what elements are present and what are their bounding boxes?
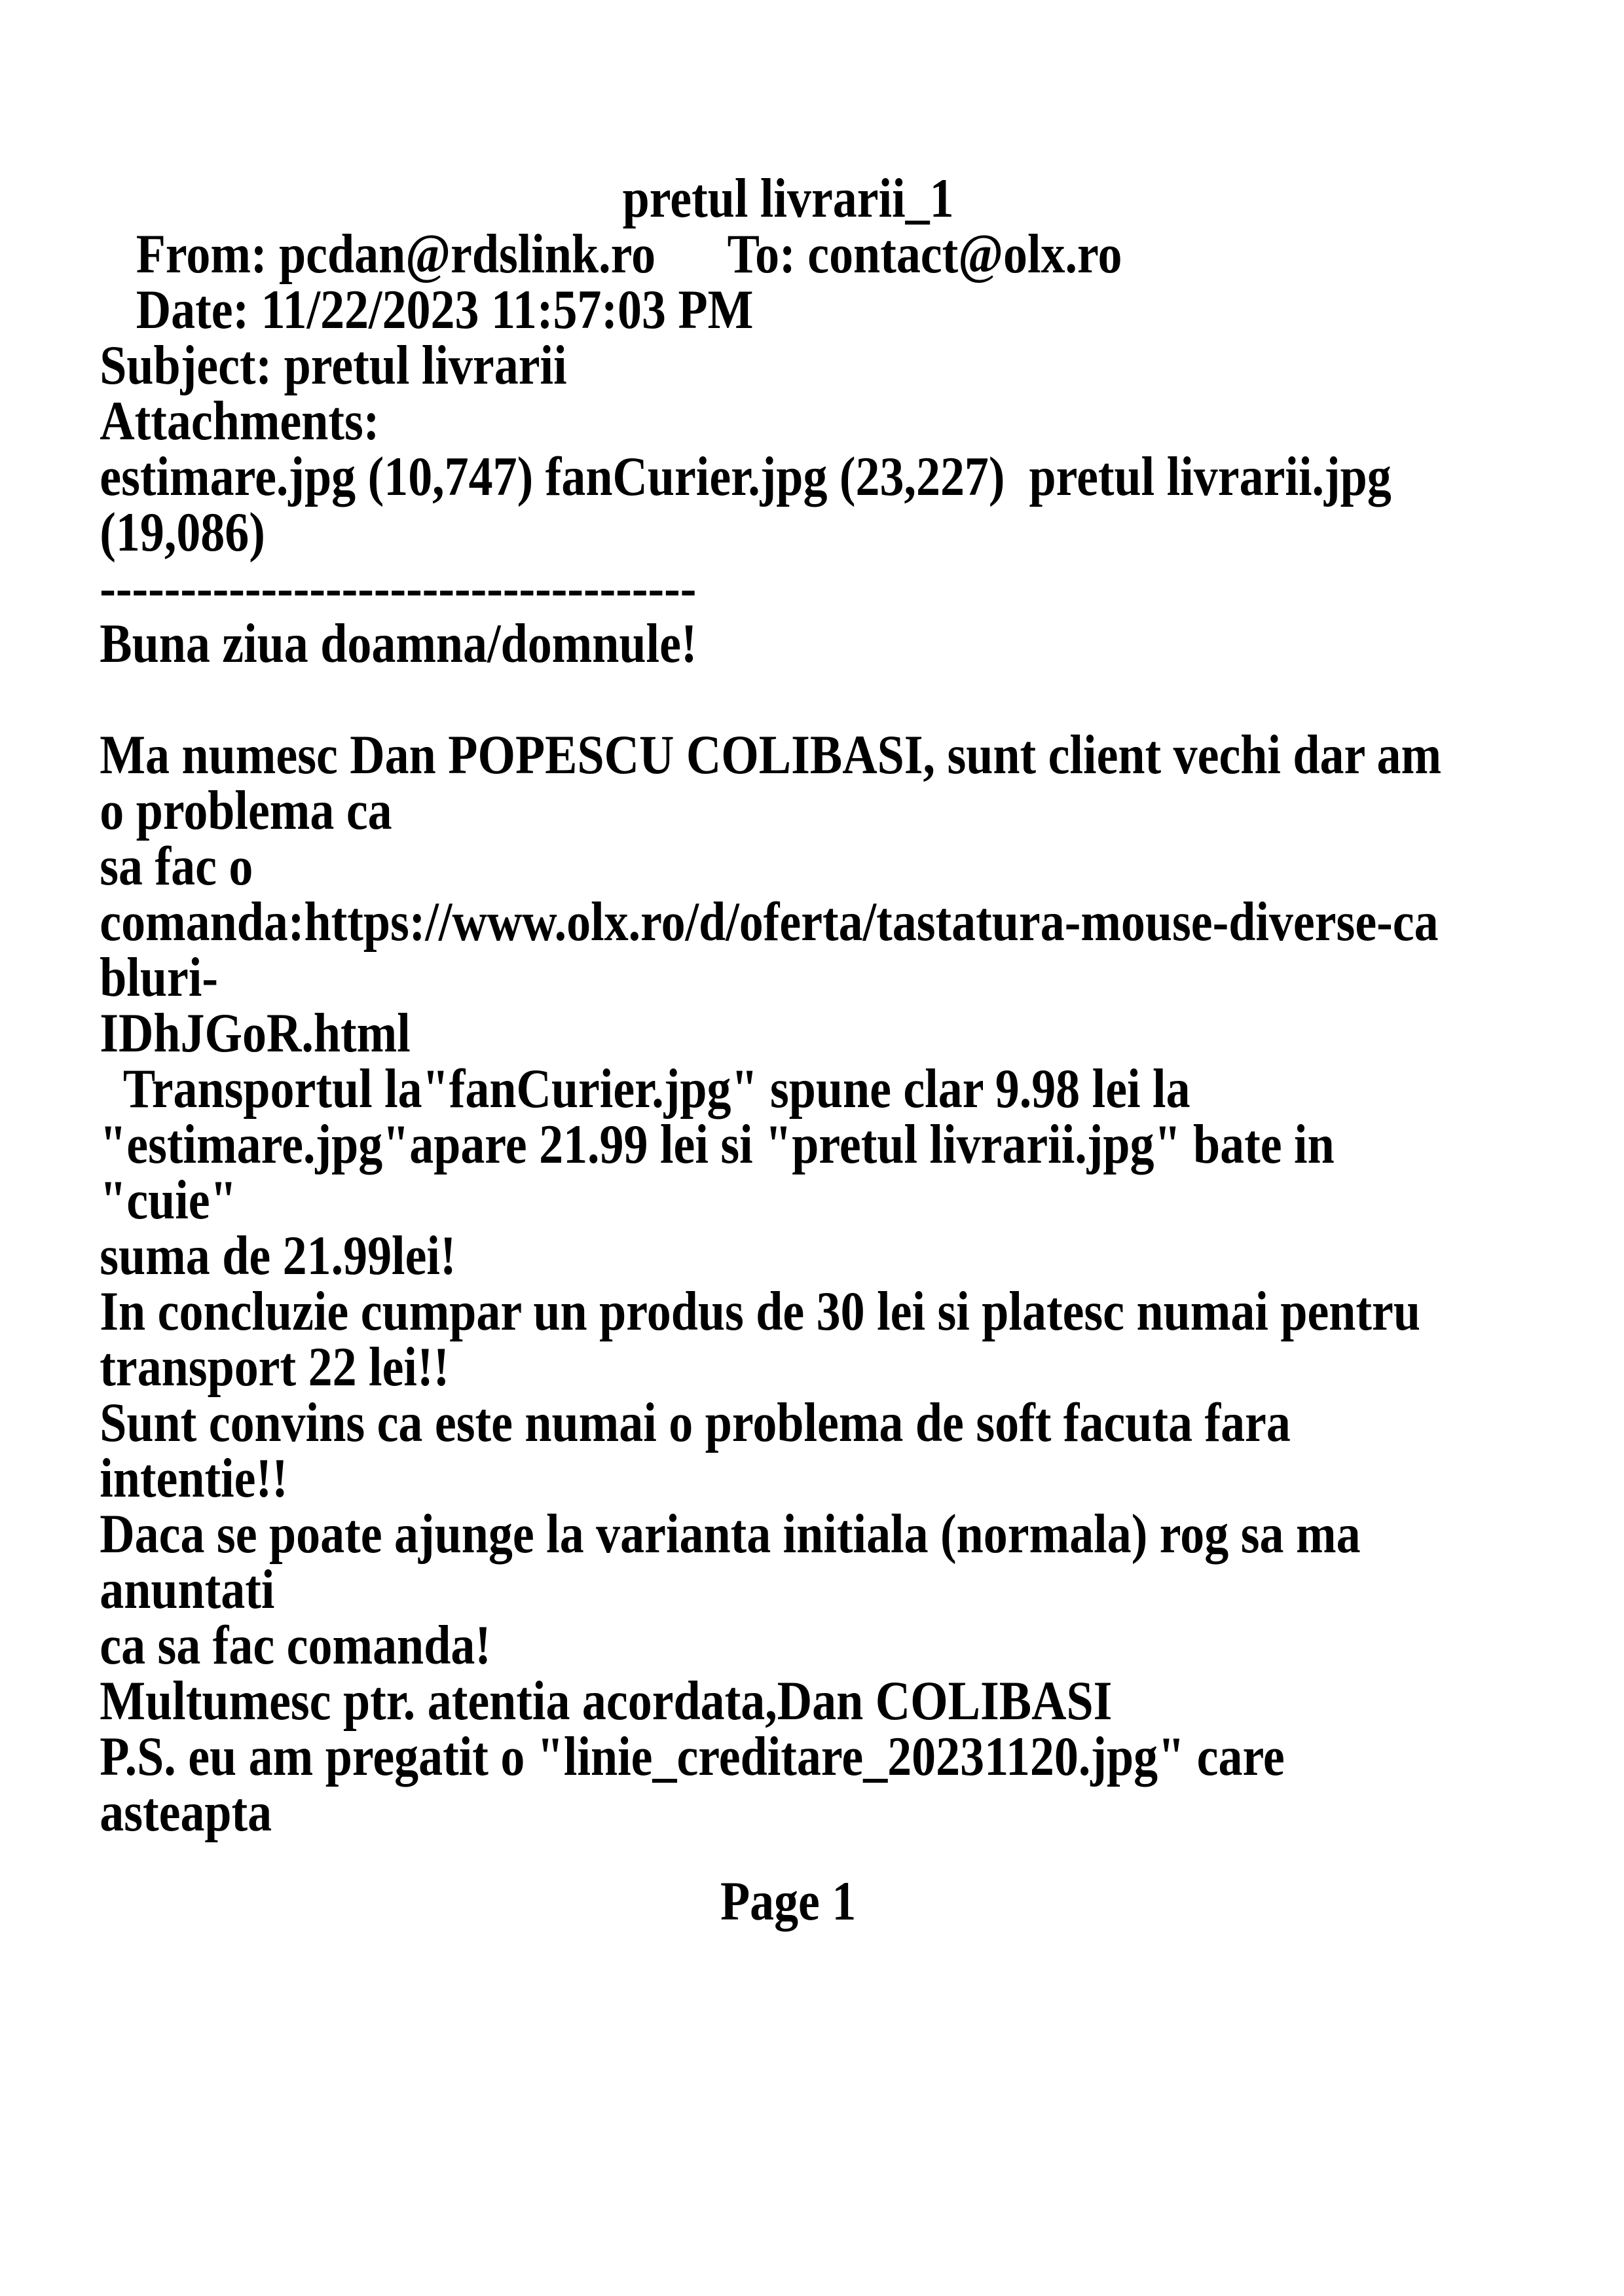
body-line: Daca se poate ajunge la varianta initiala (normala) rog sa ma — [100, 1503, 1361, 1565]
header-date: Date: 11/22/2023 11:57:03 PM — [100, 279, 754, 340]
attachment-list-line-2: (19,086) — [100, 501, 265, 563]
body-line-url: bluri- — [100, 947, 219, 1008]
body-line: intentie!! — [100, 1448, 288, 1509]
blank-line — [100, 672, 1477, 727]
body-line: Transportul la"fanCurier.jpg" spune clar 9.98 lei la — [100, 1058, 1190, 1120]
body-line: anuntati — [100, 1559, 275, 1620]
separator-line: ------------------------------------- — [100, 557, 697, 619]
attachments-label: Attachments: — [100, 390, 380, 452]
body-line: Ma numesc Dan POPESCU COLIBASI, sunt client vechi dar am — [100, 724, 1442, 786]
body-line: o problema ca — [100, 780, 392, 841]
body-line-postscript: P.S. eu am pregatit o "linie_creditare_20231120.jpg" care — [100, 1726, 1285, 1787]
greeting-line: Buna ziua doamna/domnule! — [100, 613, 697, 674]
body-line: ca sa fac comanda! — [100, 1614, 491, 1676]
body-line-url: comanda:https://www.olx.ro/d/oferta/tastatura-mouse-diverse-ca — [100, 891, 1439, 953]
body-line-signature: Multumesc ptr. atentia acordata,Dan COLIBASI — [100, 1670, 1113, 1732]
body-line: sa fac o — [100, 835, 253, 897]
body-line: "estimare.jpg"apare 21.99 lei si "pretul livrarii.jpg" bate in — [100, 1114, 1335, 1175]
document-title: pretul livrarii_1 — [622, 168, 954, 229]
body-line-url: IDhJGoR.html — [100, 1002, 411, 1064]
body-line: transport 22 lei!! — [100, 1336, 450, 1398]
body-line-postscript: asteapta — [100, 1781, 272, 1843]
header-subject: Subject: pretul livrarii — [100, 335, 567, 396]
text-column — [100, 168, 1477, 1932]
body-line: In concluzie cumpar un produs de 30 lei si platesc numai pentru — [100, 1281, 1421, 1342]
attachment-list-line-1: estimare.jpg (10,747) fanCurier.jpg (23,227) pretul livrarii.jpg — [100, 446, 1392, 507]
body-line: "cuie" — [100, 1169, 237, 1231]
page-footer: Page 1 — [720, 1870, 857, 1932]
body-line: Sunt convins ca este numai o problema de soft facuta fara — [100, 1392, 1291, 1453]
body-line: suma de 21.99lei! — [100, 1225, 456, 1286]
header-from-to: From: pcdan@rdslink.ro To: contact@olx.ro — [100, 223, 1122, 285]
